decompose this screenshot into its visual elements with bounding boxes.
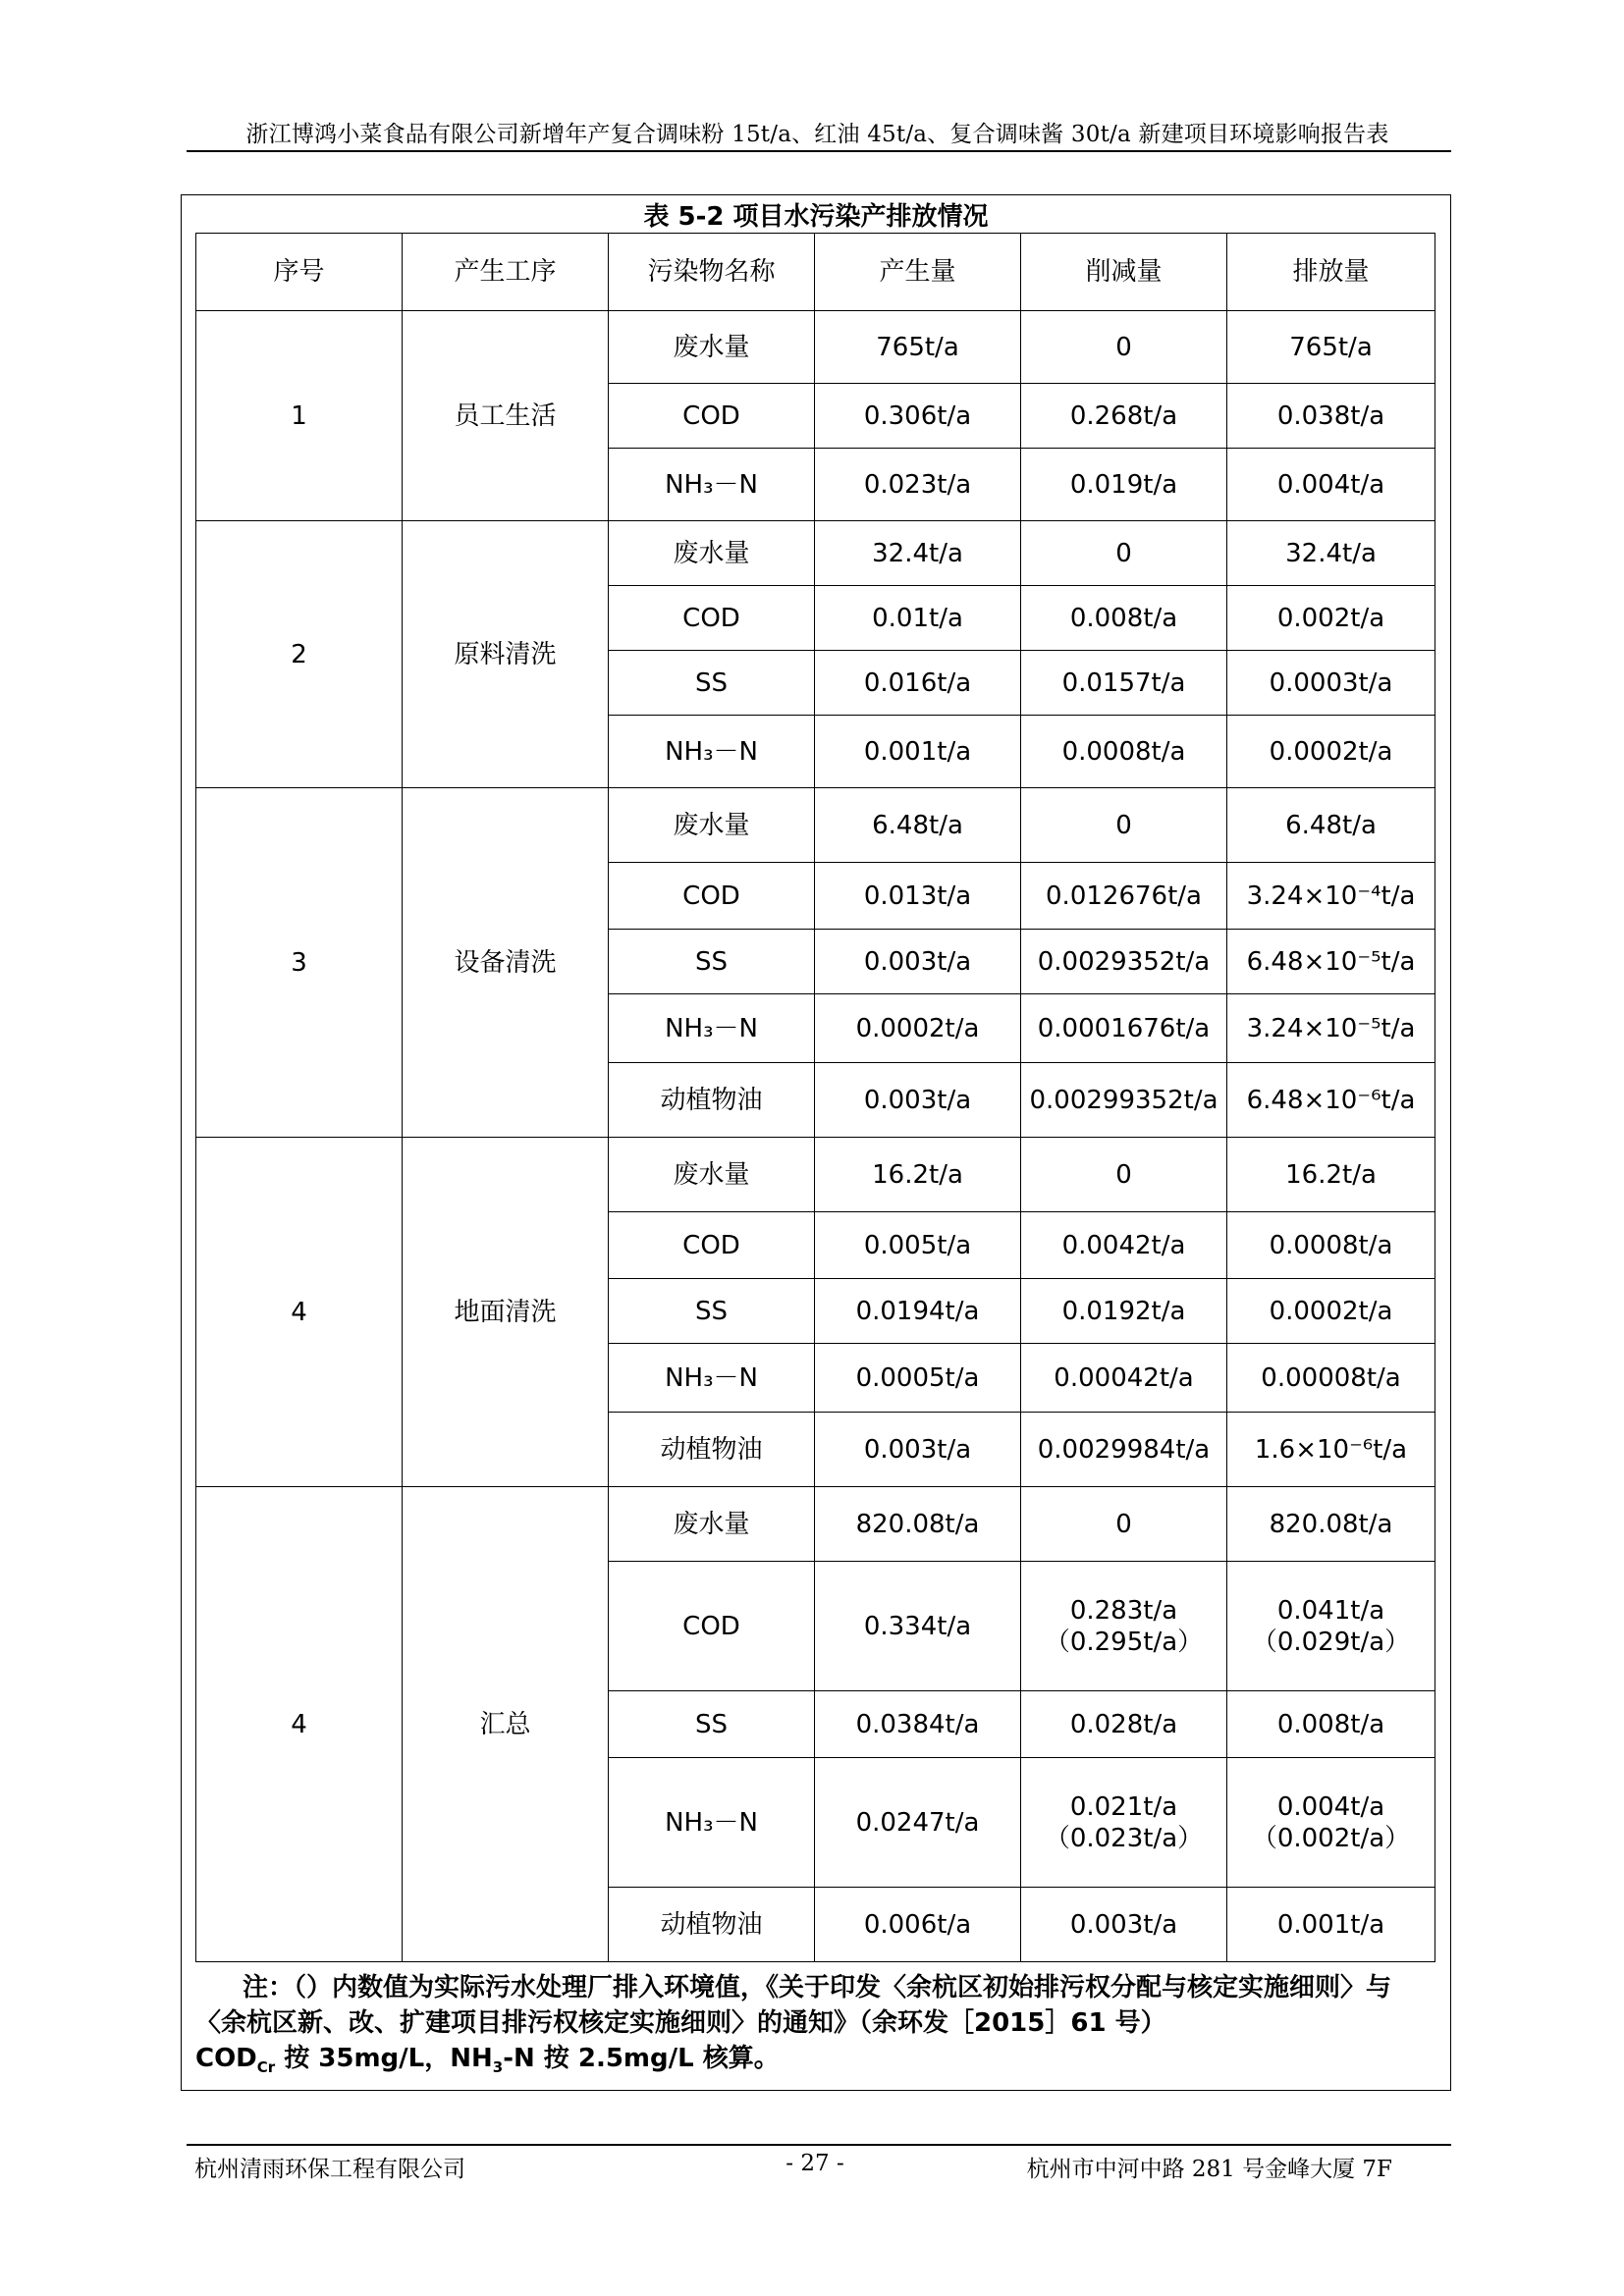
cell-emitted: 32.4t/a xyxy=(1227,521,1435,586)
table-row xyxy=(196,521,1435,586)
cell-produced: 16.2t/a xyxy=(815,1138,1021,1212)
cell-emitted-actual: （0.002t/a） xyxy=(1251,1823,1411,1853)
cell-process: 地面清洗 xyxy=(403,1138,609,1487)
cell-reduced: 0.00299352t/a xyxy=(1021,1063,1227,1138)
cell-process: 汇总 xyxy=(403,1487,609,1962)
cell-emitted: 0.0002t/a xyxy=(1227,1279,1435,1344)
cell-process: 设备清洗 xyxy=(403,788,609,1138)
cell-produced: 0.0194t/a xyxy=(815,1279,1021,1344)
table-row xyxy=(196,788,1435,863)
note-text: 注：（）内数值为实际污水处理厂排入环境值，《关于印发〈余杭区初始排污权分配与核定实施细则〉与〈余杭区新、改、扩建项目排污权核定实施细则〉的通知》（余环发［2015］61 号） xyxy=(195,1973,1392,2038)
cell-pollutant: NH₃－N xyxy=(609,449,815,521)
cell-produced: 0.0005t/a xyxy=(815,1344,1021,1413)
cell-reduced: 0.028t/a xyxy=(1021,1691,1227,1758)
table-row xyxy=(196,311,1435,384)
col-header-pollutant: 污染物名称 xyxy=(609,234,815,311)
col-header-process: 产生工序 xyxy=(403,234,609,311)
table-header-row xyxy=(196,234,1435,311)
cell-reduced: 0.012676t/a xyxy=(1021,863,1227,930)
note-nh-text: -N 按 2.5mg/L 核算。 xyxy=(503,2044,780,2073)
header-rule xyxy=(187,150,1451,152)
cell-produced: 0.001t/a xyxy=(815,716,1021,788)
cell-emitted: 0.004t/a xyxy=(1227,449,1435,521)
cell-reduced: 0.0192t/a xyxy=(1021,1279,1227,1344)
cell-reduced xyxy=(1021,1758,1227,1888)
cell-emitted: 3.24×10⁻⁵t/a xyxy=(1227,994,1435,1063)
col-header-produced: 产生量 xyxy=(815,234,1021,311)
cell-emitted: 6.48t/a xyxy=(1227,788,1435,863)
table-title: 表 5-2 项目水污染产排放情况 xyxy=(643,202,989,232)
cell-reduced-value: 0.021t/a xyxy=(1069,1791,1178,1822)
cell-emitted: 6.48×10⁻⁵t/a xyxy=(1227,930,1435,994)
page-header: 浙江博鸿小菜食品有限公司新增年产复合调味粉 15t/a、红油 45t/a、复合调味酱 30t/a 新建项目环境影响报告表 xyxy=(245,122,1389,147)
cell-emitted: 0.0008t/a xyxy=(1227,1212,1435,1279)
note-cod-label: COD xyxy=(195,2044,257,2073)
cell-no: 4 xyxy=(196,1138,403,1487)
col-header-reduced: 削减量 xyxy=(1021,234,1227,311)
cell-emitted: 765t/a xyxy=(1227,311,1435,384)
cell-produced: 0.016t/a xyxy=(815,651,1021,716)
footer-rule xyxy=(187,2144,1451,2146)
cell-produced: 0.0247t/a xyxy=(815,1758,1021,1888)
cell-produced: 0.005t/a xyxy=(815,1212,1021,1279)
cell-emitted: 820.08t/a xyxy=(1227,1487,1435,1562)
cell-pollutant: COD xyxy=(609,863,815,930)
table-row xyxy=(196,1487,1435,1562)
cell-emitted: 0.002t/a xyxy=(1227,586,1435,651)
cell-pollutant: NH₃－N xyxy=(609,1344,815,1413)
cell-emitted: 0.038t/a xyxy=(1227,384,1435,449)
cell-reduced: 0.003t/a xyxy=(1021,1888,1227,1962)
cell-pollutant: NH₃－N xyxy=(609,994,815,1063)
cell-reduced: 0.019t/a xyxy=(1021,449,1227,521)
cell-produced: 0.01t/a xyxy=(815,586,1021,651)
cell-pollutant: NH₃－N xyxy=(609,716,815,788)
cell-emitted: 6.48×10⁻⁶t/a xyxy=(1227,1063,1435,1138)
cell-reduced-value: 0.283t/a xyxy=(1069,1595,1178,1626)
cell-produced: 765t/a xyxy=(815,311,1021,384)
note-cod-text: 按 35mg/L， xyxy=(275,2044,451,2073)
cell-reduced: 0 xyxy=(1021,311,1227,384)
cell-reduced-actual: （0.023t/a） xyxy=(1044,1823,1204,1853)
cell-reduced: 0 xyxy=(1021,788,1227,863)
cell-emitted: 0.008t/a xyxy=(1227,1691,1435,1758)
cell-produced: 0.006t/a xyxy=(815,1888,1021,1962)
cell-produced: 32.4t/a xyxy=(815,521,1021,586)
cell-pollutant: 动植物油 xyxy=(609,1063,815,1138)
note-nh-sub: 3 xyxy=(492,2058,504,2077)
table-body xyxy=(196,311,1435,1962)
cell-emitted: 0.0003t/a xyxy=(1227,651,1435,716)
cell-pollutant: 废水量 xyxy=(609,1138,815,1212)
cell-pollutant: SS xyxy=(609,651,815,716)
col-header-emitted: 排放量 xyxy=(1227,234,1435,311)
footer-address: 杭州市中河中路 281 号金峰大厦 7F xyxy=(1026,2157,1392,2182)
cell-emitted-value: 0.004t/a xyxy=(1276,1791,1385,1822)
cell-produced: 6.48t/a xyxy=(815,788,1021,863)
cell-pollutant: 废水量 xyxy=(609,1487,815,1562)
cell-pollutant: 废水量 xyxy=(609,788,815,863)
cell-produced: 0.0002t/a xyxy=(815,994,1021,1063)
cell-reduced xyxy=(1021,1562,1227,1691)
cell-reduced-actual: （0.295t/a） xyxy=(1044,1627,1204,1657)
footer-page-number: - 27 - xyxy=(785,2151,844,2176)
footer-company: 杭州清雨环保工程有限公司 xyxy=(194,2157,465,2182)
note-nh-label: NH xyxy=(450,2044,493,2073)
cell-pollutant: NH₃－N xyxy=(609,1758,815,1888)
table-row xyxy=(196,1138,1435,1212)
cell-produced: 0.334t/a xyxy=(815,1562,1021,1691)
cell-pollutant: COD xyxy=(609,1562,815,1691)
cell-pollutant: 废水量 xyxy=(609,311,815,384)
cell-reduced: 0 xyxy=(1021,521,1227,586)
cell-produced: 0.003t/a xyxy=(815,1413,1021,1487)
cell-pollutant: COD xyxy=(609,384,815,449)
cell-pollutant: SS xyxy=(609,930,815,994)
cell-reduced: 0.00042t/a xyxy=(1021,1344,1227,1413)
cell-produced: 0.0384t/a xyxy=(815,1691,1021,1758)
cell-reduced: 0 xyxy=(1021,1138,1227,1212)
cell-emitted: 1.6×10⁻⁶t/a xyxy=(1227,1413,1435,1487)
cell-produced: 0.013t/a xyxy=(815,863,1021,930)
cell-produced: 0.003t/a xyxy=(815,1063,1021,1138)
cell-reduced: 0.268t/a xyxy=(1021,384,1227,449)
cell-reduced: 0.0008t/a xyxy=(1021,716,1227,788)
cell-produced: 820.08t/a xyxy=(815,1487,1021,1562)
cell-no: 2 xyxy=(196,521,403,788)
cell-reduced: 0.0001676t/a xyxy=(1021,994,1227,1063)
cell-reduced: 0.0157t/a xyxy=(1021,651,1227,716)
cell-no: 3 xyxy=(196,788,403,1138)
cell-reduced: 0.0029352t/a xyxy=(1021,930,1227,994)
cell-reduced: 0.0029984t/a xyxy=(1021,1413,1227,1487)
cell-emitted-value: 0.041t/a xyxy=(1276,1595,1385,1626)
cell-emitted: 0.0002t/a xyxy=(1227,716,1435,788)
cell-pollutant: 废水量 xyxy=(609,521,815,586)
cell-produced: 0.003t/a xyxy=(815,930,1021,994)
cell-emitted: 16.2t/a xyxy=(1227,1138,1435,1212)
col-header-no: 序号 xyxy=(196,234,403,311)
cell-reduced: 0.008t/a xyxy=(1021,586,1227,651)
cell-process: 原料清洗 xyxy=(403,521,609,788)
cell-reduced: 0.0042t/a xyxy=(1021,1212,1227,1279)
cell-emitted: 0.00008t/a xyxy=(1227,1344,1435,1413)
cell-pollutant: SS xyxy=(609,1279,815,1344)
cell-no: 4 xyxy=(196,1487,403,1962)
note-cod-sub: Cr xyxy=(256,2058,276,2077)
cell-pollutant: SS xyxy=(609,1691,815,1758)
cell-no: 1 xyxy=(196,311,403,521)
cell-emitted-actual: （0.029t/a） xyxy=(1251,1627,1411,1657)
cell-reduced: 0 xyxy=(1021,1487,1227,1562)
cell-pollutant: COD xyxy=(609,586,815,651)
cell-pollutant: COD xyxy=(609,1212,815,1279)
cell-pollutant: 动植物油 xyxy=(609,1413,815,1487)
cell-pollutant: 动植物油 xyxy=(609,1888,815,1962)
pollutant-table xyxy=(195,233,1435,1962)
cell-emitted xyxy=(1227,1758,1435,1888)
cell-emitted: 3.24×10⁻⁴t/a xyxy=(1227,863,1435,930)
cell-process: 员工生活 xyxy=(403,311,609,521)
cell-produced: 0.023t/a xyxy=(815,449,1021,521)
cell-produced: 0.306t/a xyxy=(815,384,1021,449)
table-note xyxy=(195,1970,1440,2085)
cell-emitted: 0.001t/a xyxy=(1227,1888,1435,1962)
cell-emitted xyxy=(1227,1562,1435,1691)
